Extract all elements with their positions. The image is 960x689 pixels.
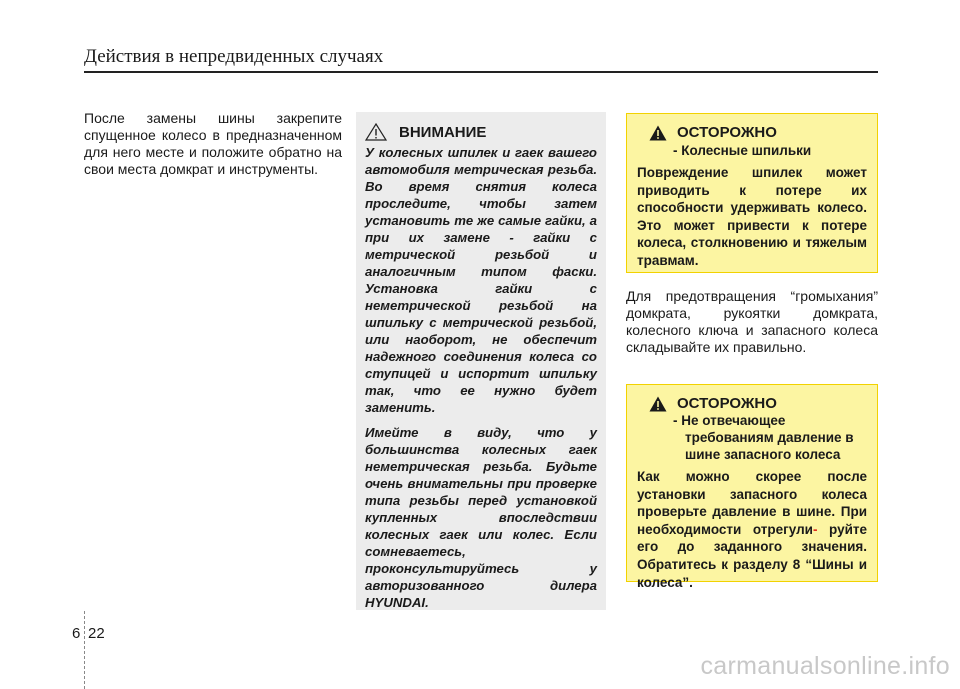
header-divider	[84, 71, 878, 73]
watermark-text: carmanualsonline.info	[700, 652, 950, 680]
caution-box	[356, 112, 606, 610]
warning-title: ОСТОРОЖНО	[677, 124, 777, 141]
warning-box-spare-pressure	[626, 384, 878, 590]
warning-subtitle-line-1: - Не отвечающее	[673, 413, 786, 428]
warning-icon	[649, 396, 667, 412]
warning-box-wheel-studs	[626, 113, 878, 273]
caution-paragraph-2: Имейте в виду, что у большинства колесных гаек неметрическая резьба. Будьте очень внимательны при проверке типа резьбы перед установкой купленных впоследствии колесных гаек или колес. Если сомневаетесь, проконсультируйтесь у авторизованного дилера HYUNDAI.	[365, 425, 597, 610]
warning-subtitle	[637, 412, 867, 463]
warning-subtitle-line-3: шине запасного колеса	[685, 447, 841, 462]
warning-subtitle-line-2: требованиям давление в	[685, 430, 854, 445]
warning-header	[637, 395, 867, 412]
warning-body	[637, 468, 867, 591]
caution-paragraph-1: У колесных шпилек и гаек вашего автомобиля метрическая резьба. Во время снятия колеса проследите, чтобы затем установить те же самые гайки, а при их замене - гайки с метрической резьбой и аналогичным типом фаски. Установка гайки с неметрической резьбой на шпильку с метрической резьбой, или наоборот, не обеспечит надежного соединения колеса со ступицей и испортит шпильку так, что ее нужно будет заменить.	[365, 145, 597, 415]
warning-outline-icon	[365, 123, 387, 141]
page-number: 22	[88, 625, 105, 642]
section-header-title: Действия в непредвиденных случаях	[84, 46, 384, 67]
hyphen-mark: -	[812, 521, 818, 537]
warning-body-part-2: руйте его до заданного значения. Обратитесь к разделу 8 “Шины и колеса”.	[637, 521, 867, 590]
warning-icon	[649, 125, 667, 141]
warning-subtitle: - Колесные шпильки	[673, 143, 812, 158]
warning-title: ОСТОРОЖНО	[677, 395, 777, 412]
footer-divider	[84, 611, 85, 689]
intro-paragraph: После замены шины закрепите спущенное колесо в предназначенном для него месте и положите обратно на свои места домкрат и инструменты.	[84, 110, 342, 177]
caution-header	[365, 122, 597, 142]
warning-header	[637, 124, 867, 141]
storage-paragraph: Для предотвращения “громыхания” домкрата, рукоятки домкрата, колесного ключа и запасного колеса складывайте их правильно.	[626, 288, 878, 355]
section-number: 6	[72, 625, 81, 642]
warning-body-part-1: Как можно скорее после установки запасного колеса проверьте давление в шине. При необходимости отрегули	[637, 469, 867, 537]
caution-title: ВНИМАНИЕ	[399, 123, 487, 141]
warning-body: Повреждение шпилек может приводить к потере их способности удерживать колесо. Это может привести к потере колеса, столкновению и тяжелым травмам.	[637, 165, 867, 268]
